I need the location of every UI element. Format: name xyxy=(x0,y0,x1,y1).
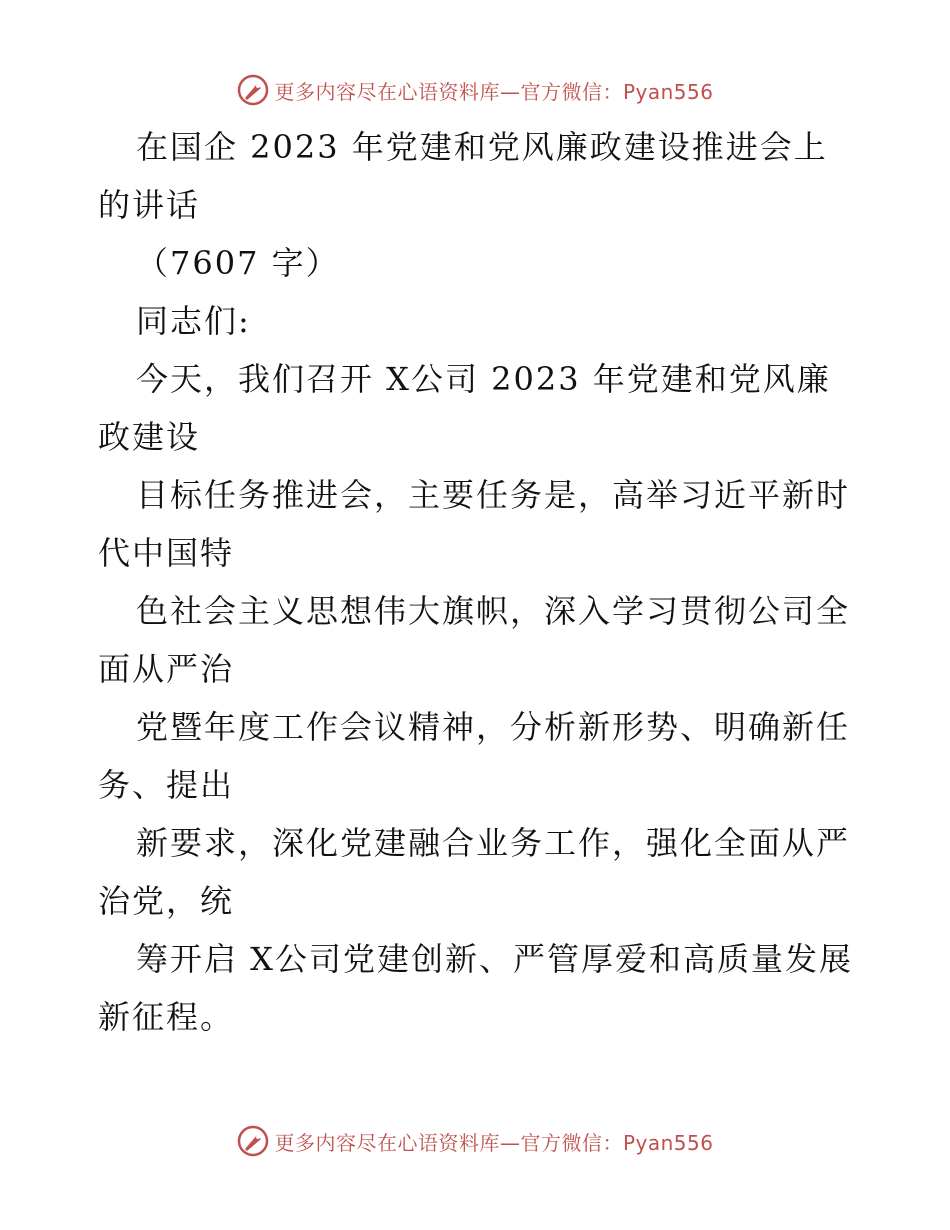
footer-watermark-banner xyxy=(0,1121,950,1161)
paragraph-line: 面从严治 xyxy=(98,650,235,688)
paragraph xyxy=(98,698,858,814)
paragraph-line: 务、提出 xyxy=(98,766,235,804)
salutation: 同志们: xyxy=(136,302,251,340)
paragraph xyxy=(98,582,858,698)
paragraph-line: 党暨年度工作会议精神，分析新形势、明确新任 xyxy=(136,708,851,746)
document-body xyxy=(98,118,858,1046)
paragraph-line: 色社会主义思想伟大旗帜，深入学习贯彻公司全 xyxy=(136,592,851,630)
paragraph-line: 治党，统 xyxy=(98,882,235,920)
watermark-text: 更多内容尽在心语资料库—官方微信：Pyan556 xyxy=(274,1130,714,1155)
paragraph xyxy=(98,350,858,466)
document-title xyxy=(98,118,858,234)
paragraph-line: 今天，我们召开 X公司 2023 年党建和党风廉 xyxy=(136,360,831,398)
paragraph xyxy=(98,814,858,930)
paragraph-line: 新要求，深化党建融合业务工作，强化全面从严 xyxy=(136,824,851,862)
pen-nib-logo-icon xyxy=(236,1124,270,1158)
header-watermark-banner xyxy=(0,70,950,110)
paragraph-line: 政建设 xyxy=(98,418,201,456)
title-line-2: 讲话 xyxy=(132,186,201,224)
pen-nib-logo-icon xyxy=(236,73,270,107)
paragraph xyxy=(98,466,858,582)
paragraph-line: 筹开启 X公司党建创新、严管厚爱和高质量发 xyxy=(136,940,819,978)
paragraph-line: 目标任务推进会，主要任务是，高举习近平新时 xyxy=(136,476,851,514)
paragraph xyxy=(98,930,858,1046)
watermark-text: 更多内容尽在心语资料库—官方微信：Pyan556 xyxy=(274,79,714,104)
paragraph-line: 代中国特 xyxy=(98,534,235,572)
paragraph-line: 展新征程。 xyxy=(98,940,853,1036)
word-count: （7607 字） xyxy=(136,244,340,282)
title-line-1: 在国企 2023 年党建和党风廉政建设推进会上的 xyxy=(98,128,828,224)
